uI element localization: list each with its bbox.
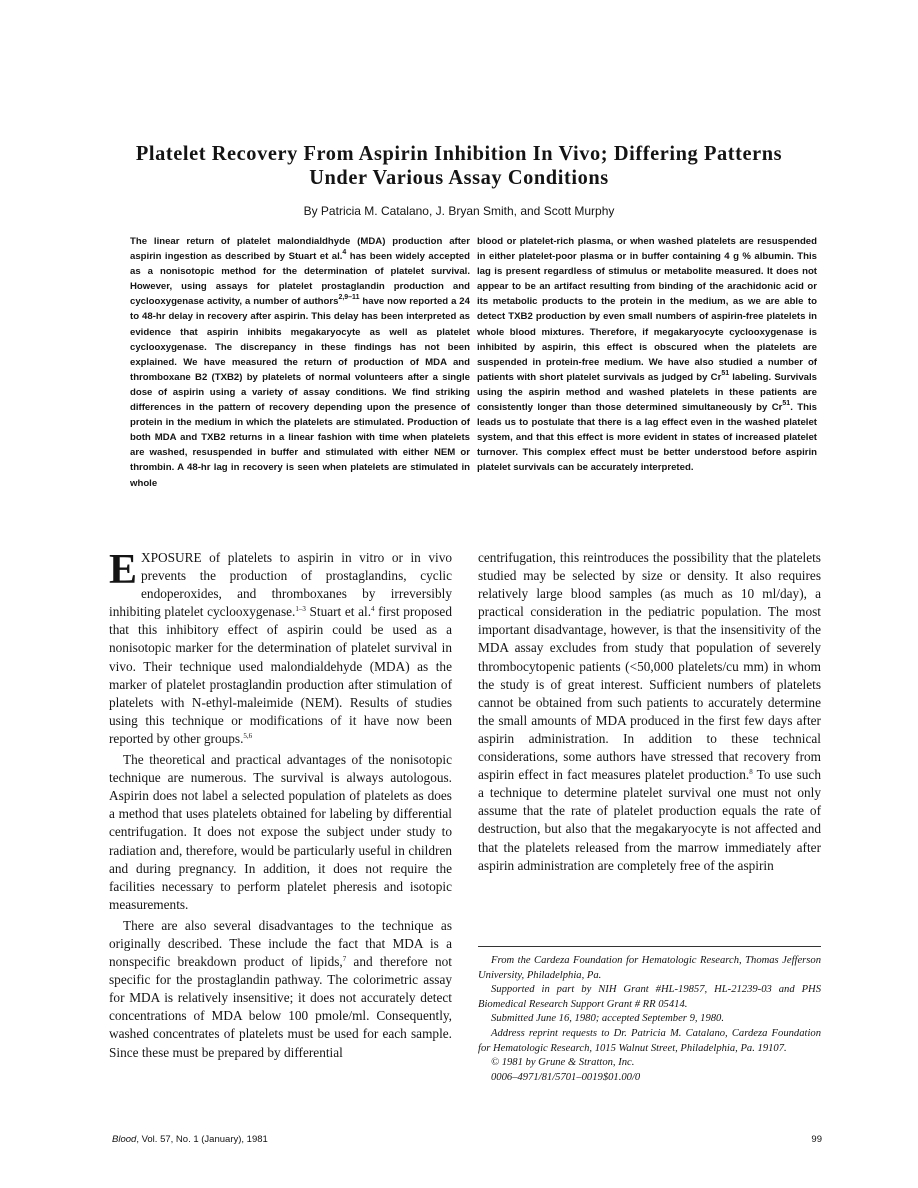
isotope-superscript: 51 (721, 369, 730, 377)
footnote-funding: Supported in part by NIH Grant #HL-19857, HL-21239-03 and PHS Biomedical Research Support Grant # RR 05414. (478, 984, 821, 1010)
body-column-right (478, 549, 821, 875)
drop-cap: E (109, 547, 138, 593)
article-title (101, 141, 817, 189)
body-column-left (109, 549, 452, 1062)
footnote-code: 0006–4971/81/5701–0019$01.00/0 (491, 1071, 641, 1083)
isotope-superscript: 51 (782, 400, 791, 408)
abstract-column-left (130, 234, 470, 491)
journal-name: Blood (112, 1134, 137, 1145)
citation-ref: 7 (342, 955, 347, 964)
title-line-2: Under Various Assay Conditions (309, 165, 609, 189)
citation-ref: 5,6 (243, 731, 253, 740)
footnote-affiliation: From the Cardeza Foundation for Hematologic Research, Thomas Jefferson University, Philadelphia, Pa. (478, 955, 821, 981)
citation-ref: 1–3 (295, 605, 306, 614)
journal-citation: Blood, Vol. 57, No. 1 (January), 1981 (112, 1134, 268, 1145)
footnote-divider (478, 946, 821, 947)
author-byline: By Patricia M. Catalano, J. Bryan Smith, and Scott Murphy (303, 204, 615, 218)
footnote-dates: Submitted June 16, 1980; accepted September 9, 1980. (491, 1013, 725, 1025)
abstract-paragraph: The linear return of platelet malondialdhyde (MDA) production after aspirin ingestion as described by Stuart et al.$^4$ has been widely accepted as a nonisotopic method for the determination of platelet survival. However, using assays for platelet prostaglandin production and cyclooxygenase activity, a number of authors$^{2,9-11}$ have now reported a 24 to 48-hr delay in recovery after aspirin. This delay has been interpreted as evidence that aspirin inhibits megakaryocyte as well as platelet cyclooxygenase. The discrepancy in these findings has not been explained. We have measured the return of production of MDA and thromboxane B2 (TXB2) by platelets of normal volunteers after a single dose of aspirin using a variety of assay conditions. We find striking differences in the pattern of recovery depending upon the presence of protein in the medium in which the platelets are stimulated. Production of both MDA and TXB2 returns in a linear fashion with time when platelets are washed, resuspended in buffer and stimulated with either NEM or thrombin. A 48-hr lag in recovery is seen when platelets are stimulated in whole (130, 236, 470, 489)
citation-ref: 8 (749, 768, 753, 777)
body-paragraph: EXPOSURE of platelets to aspirin in vitro or in vivo prevents the production of prostaglandins, cyclic endoperoxides, and thromboxanes by irreversibly inhibiting platelet cyclooxygenase.$^{1-3}$ Stuart et al.$^4$ first proposed that this inhibitory effect of aspirin could be used as a nonisotopic marker for the determination of platelet survival in vivo. Their technique used malondialdehyde (MDA) as the marker of platelet prostaglandin production after stimulation of platelets with N-ethyl-maleimide (NEM). Results of studies using this technique or modifications of it have now been reported by other groups.$^{5,6}$ (109, 547, 452, 746)
title-line-1: Platelet Recovery From Aspirin Inhibition In Vivo; Differing Patterns (135, 141, 783, 165)
citation-ref: 2,9–11 (338, 294, 360, 302)
citation-ref: 4 (342, 249, 347, 257)
page-number: 99 (811, 1134, 822, 1145)
citation-ref: 4 (371, 605, 375, 614)
footnote-copyright: © 1981 by Grune & Stratton, Inc. (491, 1057, 635, 1069)
abstract-paragraph: blood or platelet-rich plasma, or when washed platelets are resuspended in either platelet-poor plasma or in buffer containing 4 g % albumin. This lag is present regardless of stimulus or metabolite measured. It does not appear to be an artifact resulting from binding of the arachidonic acid or its metabolic products to the protein in the medium, as we are able to detect TXB2 production by even small numbers of aspirin-free platelets in whole blood mixtures. Therefore, if megakaryocyte cyclooxygenase is inhibited by aspirin, this effect is obscured when the platelets are suspended in protein-free medium. We have also studied a number of patients with short platelet survivals as judged by Cr$^{51}$ labeling. Survivals using the aspirin method and washed platelets in these patients are consistently longer than those determined simultaneously by Cr$^{51}$. This leads us to postulate that there is a lag effect even in the washed platelet system, and that this effect is more evident in states of increased platelet turnover. This complex effect must be better understood before aspirin platelet survivals can be accurately interpreted. (477, 236, 817, 474)
footnote-reprint-address: Address reprint requests to Dr. Patricia M. Catalano, Cardeza Foundation for Hematologic Research, 1015 Walnut Street, Philadelphia, Pa. 19107. (478, 1027, 821, 1054)
body-paragraph: centrifugation, this reintroduces the possibility that the platelets studied may be selected by size or density. It also requires relatively large blood samples (as much as 10 ml/day), a practical consideration in the pediatric population. The most important disadvantage, however, is that the insensitivity of the MDA assay excludes from study that population of severely thrombocytopenic patients (<50,000 platelets/cu mm) in whom the study is of great interest. Sufficient numbers of platelets cannot be obtained from such patients to accurately determine the small amounts of MDA produced in the first few days after aspirin administration. In addition to these technical considerations, some authors have stressed that recovery from aspirin effect in fact measures platelet production.$^8$ To use such a technique to determine platelet survival one must not only assume that the rate of platelet production equals the rate of destruction, but also that the megakaryocyte is not affected and that the platelets released from the marrow immediately after aspirin administration are completely free of the aspirin (478, 550, 821, 873)
abstract-column-right (477, 234, 817, 476)
footnotes (478, 954, 821, 1085)
body-paragraph: There are also several disadvantages to the technique as originally described. These include the fact that MDA is a nonspecific breakdown product of lipids,$^7$ and therefore not specific for the prostaglandin pathway. The colorimetric assay for MDA is relatively insensitive; it does not accurately detect concentrations of MDA below 100 pmole/ml. Consequently, washed concentrates of platelets must be used for each sample. Since these must be prepared by differential (109, 917, 452, 1060)
body-paragraph: The theoretical and practical advantages of the nonisotopic technique are numerous. The survival is always autologous. Aspirin does not label a selected population of platelets as does a method that uses platelets obtained for labeling by differential centrifugation. It does not expose the subject under study to radiation and, therefore, would be particularly useful in children and during pregnancy. In addition, it does not require the facilities necessary to perform platelet pheresis and isotopic measurements. (109, 752, 452, 912)
